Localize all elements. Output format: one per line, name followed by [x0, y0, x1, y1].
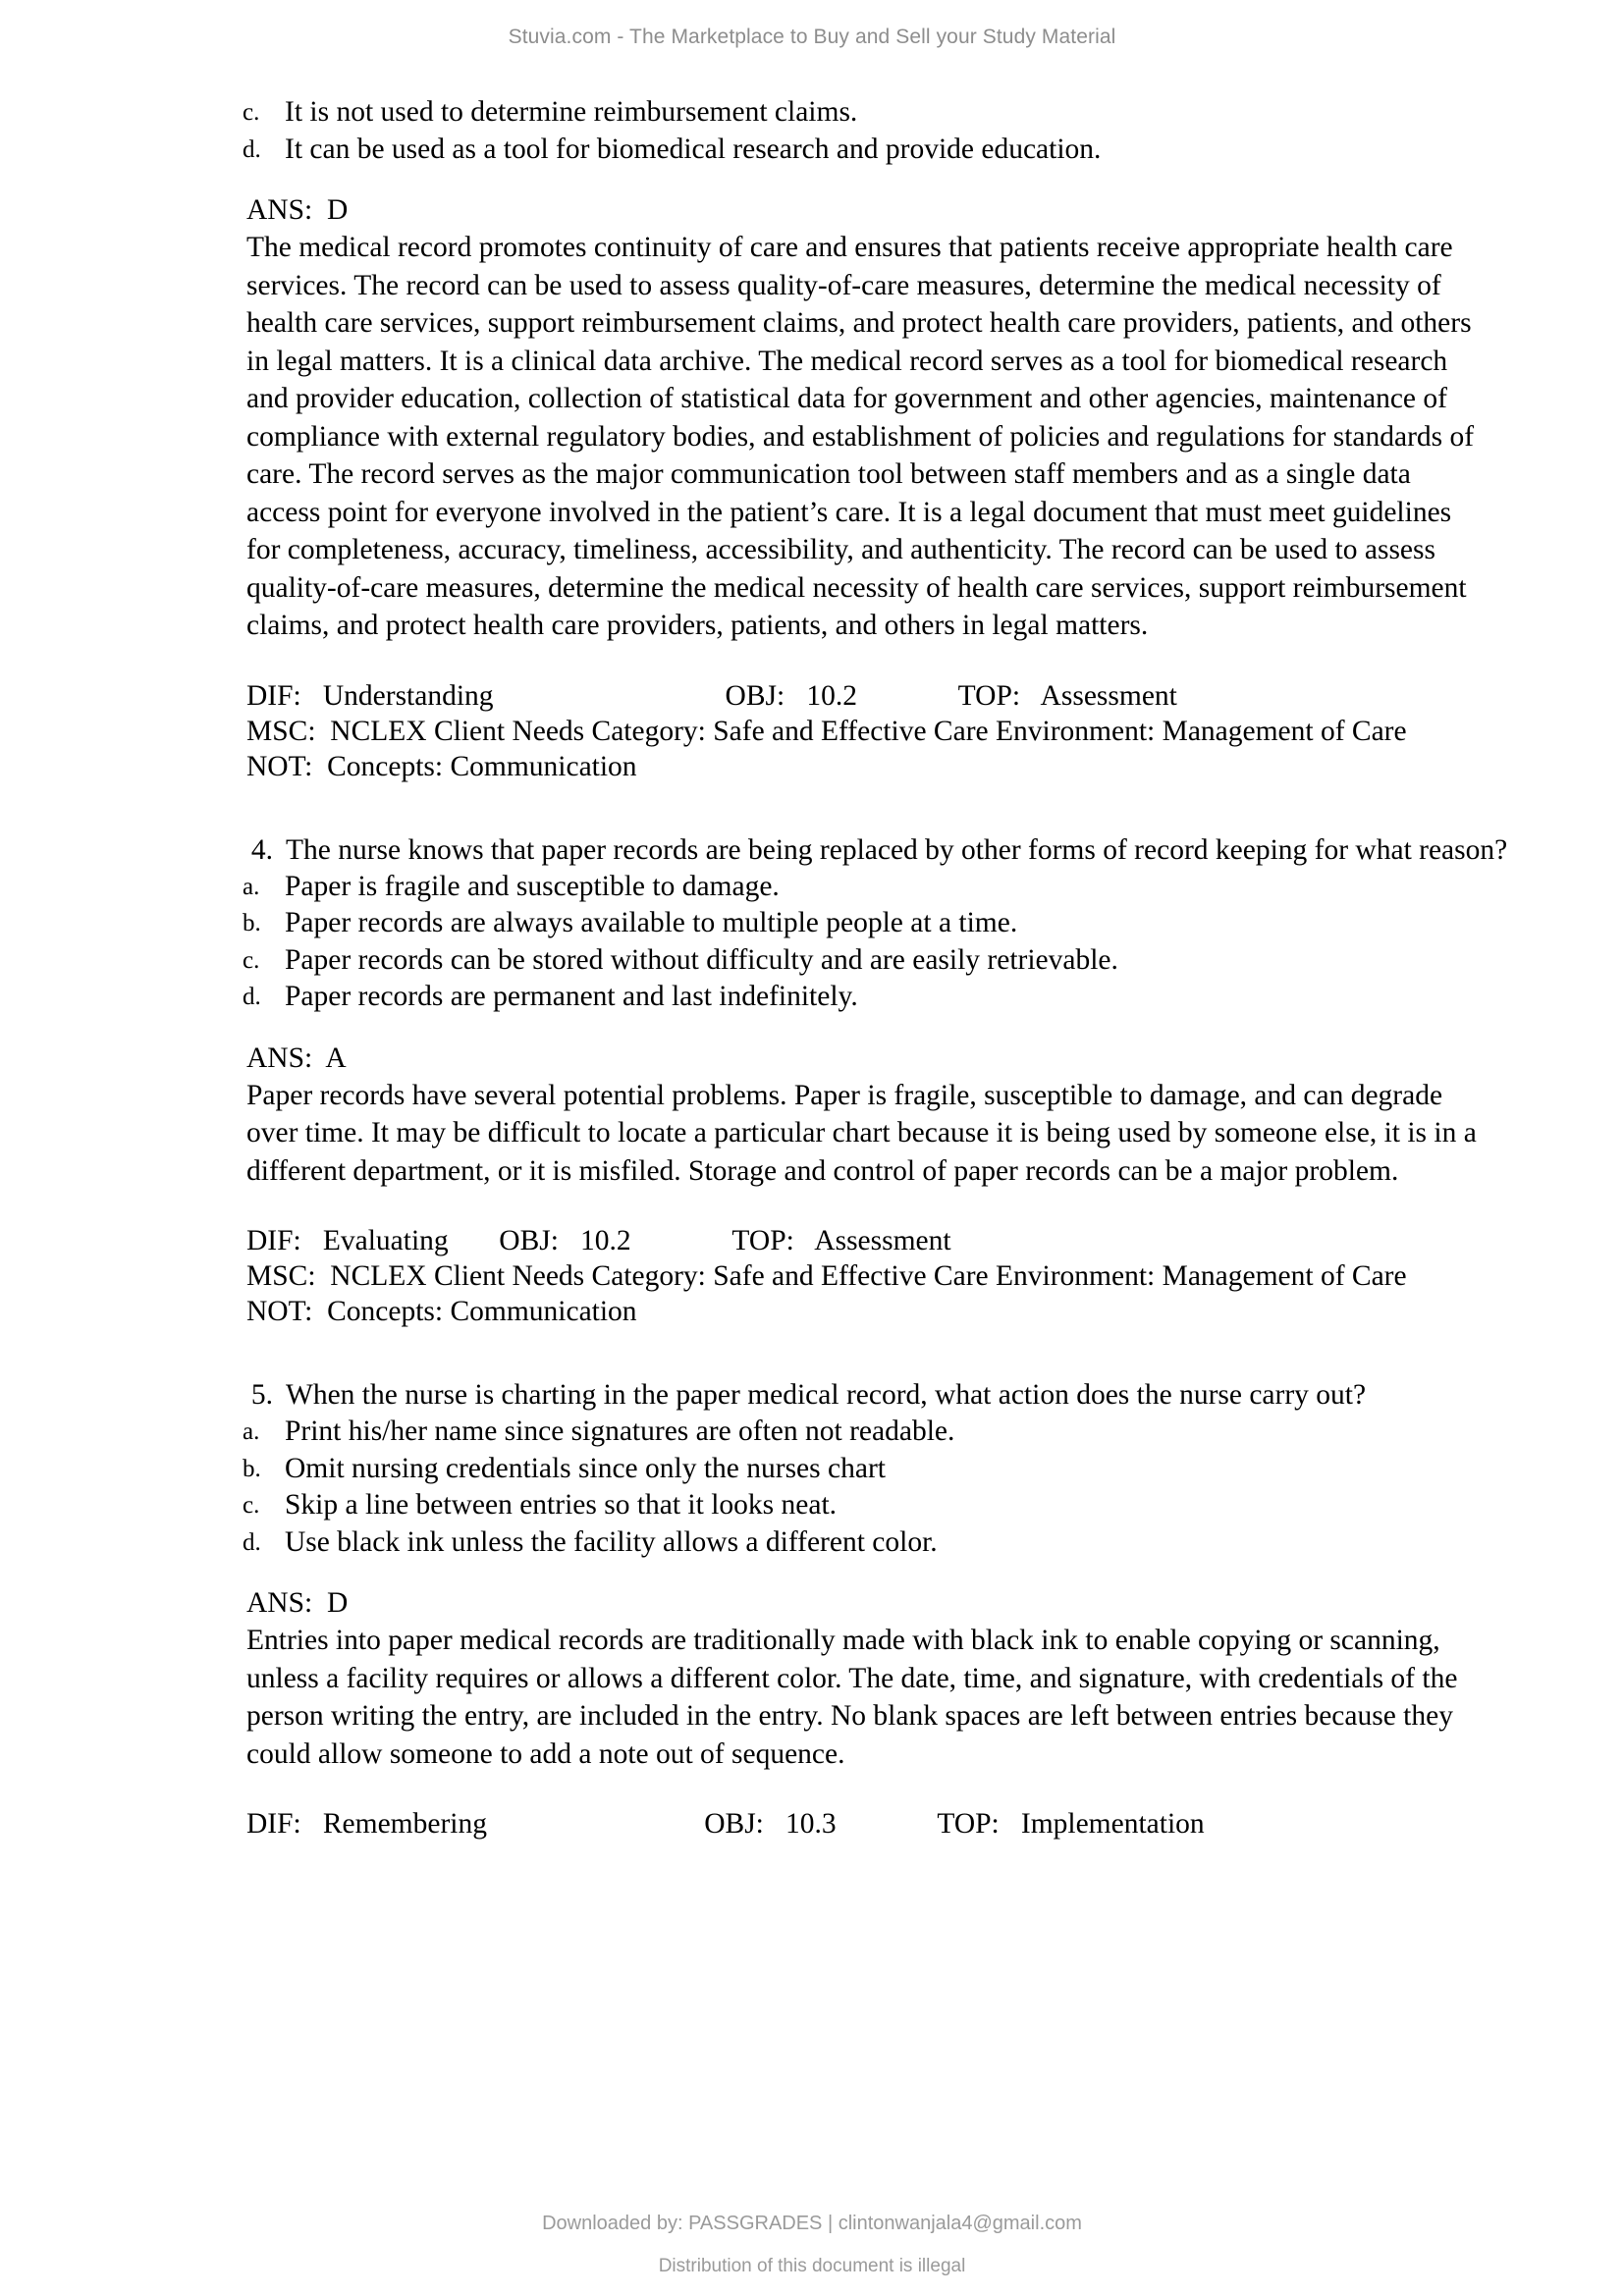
option-text: Print his/her name since signatures are often not readable. — [285, 1415, 955, 1447]
answer-line: ANS: A — [246, 1041, 347, 1074]
option-row — [239, 132, 1530, 169]
option-text: Paper records are permanent and last indefinitely. — [285, 981, 858, 1012]
answer-block — [239, 1040, 1530, 1191]
question-number: 5. — [250, 1379, 273, 1411]
metadata-msc-line: MSC: NCLEX Client Needs Category: Safe and Effective Care Environment: Management of Care — [246, 715, 1407, 747]
option-text: It can be used as a tool for biomedical research and provide education. — [285, 133, 1102, 165]
option-marker: d. — [243, 984, 261, 1010]
rationale-text: Entries into paper medical records are traditionally made with black ink to enable copying or scanning, unless a facility requires or allows a different color. The date, time, and signature, with credentials of the person writing the entry, are included in the entry. No blank spaces are left between entries because they could allow someone to add a note out of sequence. — [246, 1625, 1458, 1770]
metadata-not-line: NOT: Concepts: Communication — [246, 1296, 637, 1327]
answer-block — [239, 1584, 1530, 1773]
option-row — [239, 1487, 1530, 1524]
option-marker: d. — [243, 1528, 261, 1556]
option-marker: a. — [243, 1418, 260, 1445]
metadata-block — [239, 1806, 1530, 1842]
option-row — [239, 905, 1530, 942]
option-text: Skip a line between entries so that it looks neat. — [285, 1489, 838, 1521]
option-text: Use black ink unless the facility allows a different color. — [285, 1525, 938, 1558]
option-text: Paper records can be stored without difficulty and are easily retrievable. — [285, 943, 1118, 976]
option-row — [239, 1414, 1530, 1451]
answer-line: ANS: D — [246, 1587, 349, 1619]
option-row — [239, 1524, 1530, 1562]
rationale-text: The medical record promotes continuity of care and ensures that patients receive appropriate health care services. The record can be used to assess quality-of-care measures, determine the medical necessity of health care services, support reimbursement claims, and protect health care providers, patients, and others in legal matters. It is a clinical data archive. The medical record serves as a tool for biomedical research and provider education, collection of statistical data for government and other agencies, maintenance of compliance with external regulatory bodies, and establishment of policies and regulations for standards of care. The record serves as the major communication tool between staff members and as a single data access point for everyone involved in the patient’s care. It is a legal document that must meet guidelines for completeness, accuracy, timeliness, accessibility, and authenticity. The record can be used to assess quality-of-care measures, determine the medical necessity of health care services, support reimbursement claims, and protect health care providers, patients, and others in legal matters. — [246, 232, 1475, 641]
metadata-block — [239, 1223, 1530, 1329]
option-row — [239, 869, 1530, 906]
option-marker: d. — [243, 135, 261, 163]
metadata-dif-line: DIF: Understanding OBJ: 10.2 TOP: Assessment — [246, 679, 1177, 712]
metadata-not-line: NOT: Concepts: Communication — [246, 750, 637, 782]
question-stem: When the nurse is charting in the paper medical record, what action does the nurse carry out? — [286, 1379, 1367, 1411]
option-text: It is not used to determine reimbursement claims. — [285, 96, 858, 128]
option-marker: c. — [243, 99, 260, 126]
metadata-dif-line: DIF: Remembering OBJ: 10.3 TOP: Implementation — [246, 1808, 1205, 1840]
option-marker: b. — [243, 910, 261, 936]
question-stem: The nurse knows that paper records are being replaced by other forms of record keeping for what reason? — [286, 833, 1508, 866]
option-marker: a. — [243, 873, 260, 900]
metadata-dif-line: DIF: Evaluating OBJ: 10.2 TOP: Assessment — [246, 1225, 951, 1256]
footer-distribution-notice: Distribution of this document is illegal — [658, 2256, 966, 2276]
option-marker: c. — [243, 1492, 260, 1519]
option-text: Omit nursing credentials since only the nurses chart — [285, 1452, 886, 1484]
option-marker: c. — [243, 946, 260, 974]
option-marker: b. — [243, 1455, 261, 1482]
option-row — [239, 979, 1530, 1016]
option-row — [239, 942, 1530, 980]
question-row — [239, 831, 1530, 869]
option-row — [239, 94, 1530, 132]
stuvia-banner: Stuvia.com - The Marketplace to Buy and Sell your Study Material — [508, 26, 1116, 48]
metadata-block — [239, 678, 1530, 784]
option-text: Paper is fragile and susceptible to damage. — [285, 870, 780, 902]
document-content — [239, 94, 1530, 1842]
question-number: 4. — [250, 833, 273, 866]
question-row — [239, 1376, 1530, 1414]
option-text: Paper records are always available to multiple people at a time. — [285, 907, 1018, 938]
answer-line: ANS: D — [246, 194, 349, 226]
option-row — [239, 1451, 1530, 1488]
answer-block — [239, 191, 1530, 645]
footer-downloaded-by: Downloaded by: PASSGRADES | clintonwanjala4@gmail.com — [542, 2213, 1082, 2234]
metadata-msc-line: MSC: NCLEX Client Needs Category: Safe and Effective Care Environment: Management of Care — [246, 1260, 1407, 1292]
rationale-text: Paper records have several potential problems. Paper is fragile, susceptible to damage, and can degrade over time. It may be difficult to locate a particular chart because it is being used by someone else, it is in a different department, or it is misfiled. Storage and control of paper records can be a major problem. — [246, 1079, 1477, 1187]
